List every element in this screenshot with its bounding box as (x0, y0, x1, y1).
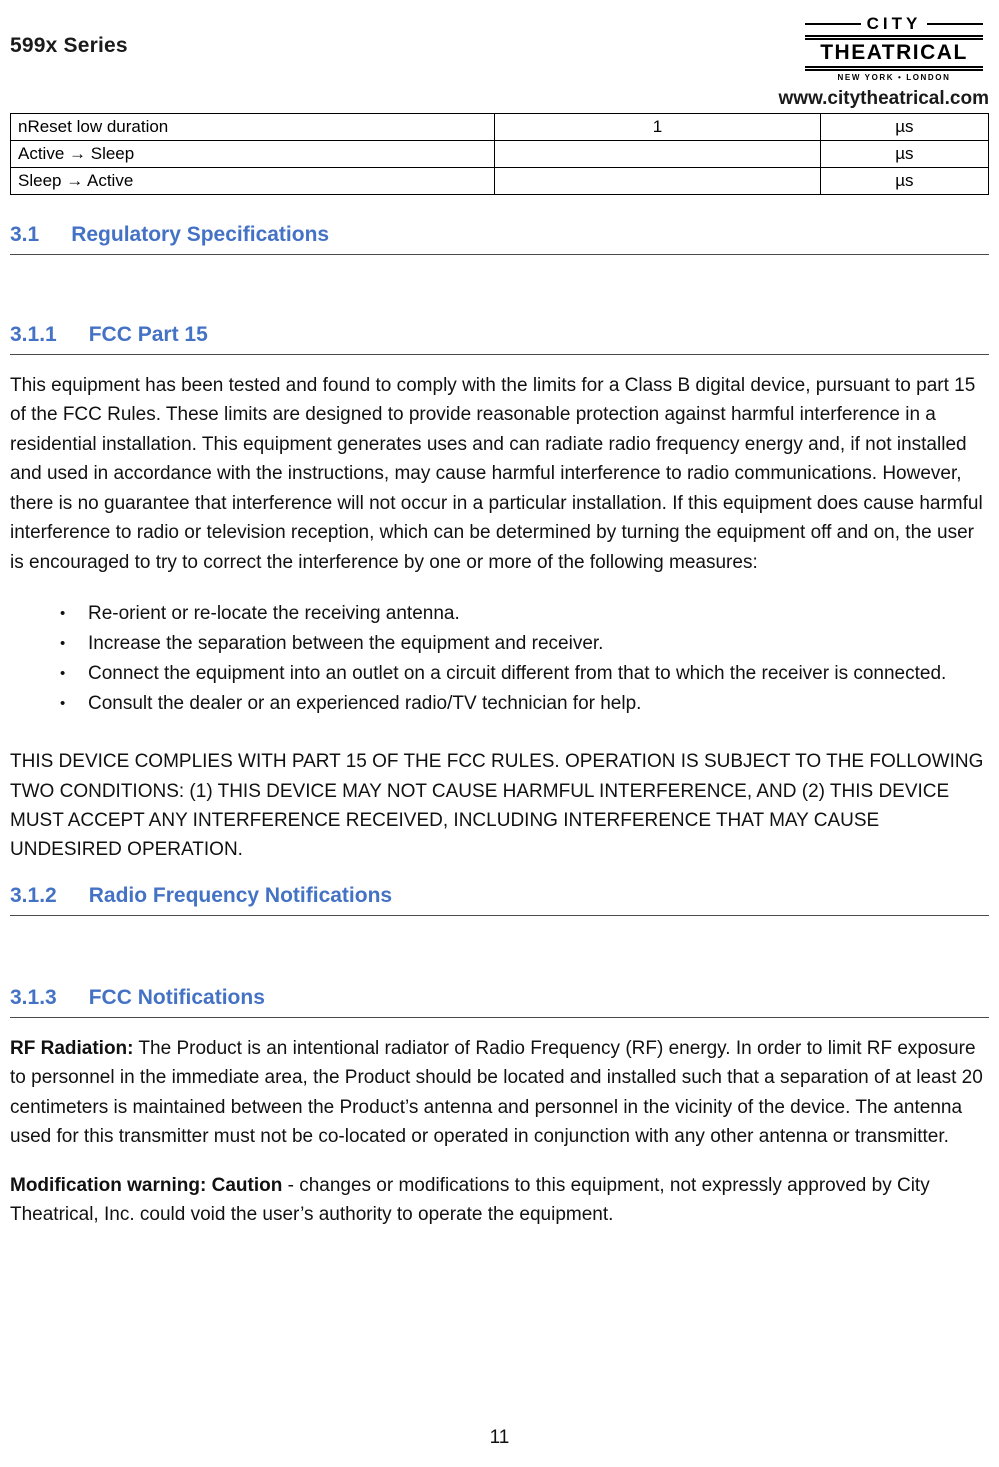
section-title: FCC Part 15 (88, 323, 208, 346)
list-item-text: Increase the separation between the equipment and receiver. (88, 633, 604, 655)
section-heading-fcc-notifications (10, 986, 989, 1018)
list-item-text: Re-orient or re-locate the receiving antenna. (88, 603, 460, 625)
list-item (60, 629, 989, 659)
section-number: 3.1.2 (10, 883, 57, 907)
section-title: FCC Notifications (88, 985, 265, 1009)
modification-warning-text: - changes or modifications to this equipment, not expressly approved by City Theatrical, Inc. could void the user’s authority to operate the equipment. (10, 1174, 930, 1225)
value-cell (495, 168, 821, 195)
fcc-compliance-paragraph: THIS DEVICE COMPLIES WITH PART 15 OF THE FCC RULES. OPERATION IS SUBJECT TO THE FOLLOWING TWO CONDITIONS: (1) THIS DEVICE MAY NOT CAUSE HARMFUL INTERFERENCE, AND (2) THIS DEVICE MUST ACCEPT ANY INTERFERENCE RECEIVED, INCLUDING INTERFERENCE THAT MAY CAUSE UNDESIRED OPERATION. (10, 751, 984, 861)
list-item (60, 599, 989, 629)
bullet-icon: • (60, 635, 66, 653)
modification-warning-label: Modification warning: Caution (10, 1174, 283, 1196)
rf-radiation-label: RF Radiation: (10, 1037, 134, 1059)
rf-radiation-text: The Product is an intentional radiator of Radio Frequency (RF) energy. In order to limit RF exposure to personnel in the immediate area, the Product should be located and installed such that a separation of at least 20 centimeters is maintained between the Product’s antenna and personnel in the vicinity of the device. The antenna used for this transmitter must not be co-located or operated in conjunction with any other antenna or transmitter. (10, 1037, 983, 1148)
city-theatrical-logo (805, 14, 983, 82)
bullet-icon: • (60, 605, 66, 623)
timing-table (10, 113, 989, 195)
logo-tagline: NEW YORK • LONDON (837, 73, 951, 82)
logo-city-text: CITY (805, 14, 983, 34)
website-url: www.citytheatrical.com (778, 88, 989, 109)
section-title: Regulatory Specifications (71, 223, 330, 246)
unit-cell: µs (820, 141, 988, 168)
measures-list (10, 599, 989, 719)
section-heading-fcc-part-15 (10, 323, 989, 355)
bullet-icon: • (60, 665, 66, 683)
page-number: 11 (489, 1427, 510, 1448)
list-item (60, 689, 989, 719)
logo-theatrical-text: THEATRICAL (805, 35, 983, 71)
table-row (11, 168, 989, 195)
list-item-text: Consult the dealer or an experienced radio/TV technician for help. (88, 693, 642, 715)
table-row (11, 114, 989, 141)
unit-cell: µs (820, 168, 988, 195)
section-heading-radio-frequency (10, 884, 989, 916)
parameter-cell: Sleep → Active (11, 168, 495, 195)
value-cell: 1 (495, 114, 821, 141)
fcc-part-15-paragraph: This equipment has been tested and found to comply with the limits for a Class B digital device, pursuant to part 15 of the FCC Rules. These limits are designed to provide reasonable protection against harmful interference in a residential installation. This equipment generates uses and can radiate radio frequency energy and, if not installed and used in accordance with the instructions, may cause harmful interference to radio communications. However, there is no guarantee that interference will not occur in a particular installation. If this equipment does cause harmful interference to radio or television reception, which can be determined by turning the equipment off and on, the user is encouraged to try to correct the interference by one or more of the following measures: (10, 375, 983, 573)
section-title: Radio Frequency Notifications (88, 883, 393, 907)
doc-title: 599x Series (10, 34, 128, 57)
list-item-text: Connect the equipment into an outlet on a circuit different from that to which the receiver is connected. (88, 663, 947, 685)
section-heading-regulatory (10, 223, 989, 255)
page-header (10, 14, 989, 82)
bullet-icon: • (60, 695, 66, 713)
section-number: 3.1.3 (10, 985, 57, 1009)
table-row (11, 141, 989, 168)
modification-warning-paragraph (10, 1171, 989, 1230)
parameter-cell: Active → Sleep (11, 141, 495, 168)
value-cell (495, 141, 821, 168)
unit-cell: µs (820, 114, 988, 141)
parameter-cell: nReset low duration (11, 114, 495, 141)
list-item (60, 659, 989, 689)
section-number: 3.1 (10, 223, 40, 246)
section-number: 3.1.1 (10, 323, 57, 346)
rf-radiation-paragraph (10, 1034, 989, 1152)
